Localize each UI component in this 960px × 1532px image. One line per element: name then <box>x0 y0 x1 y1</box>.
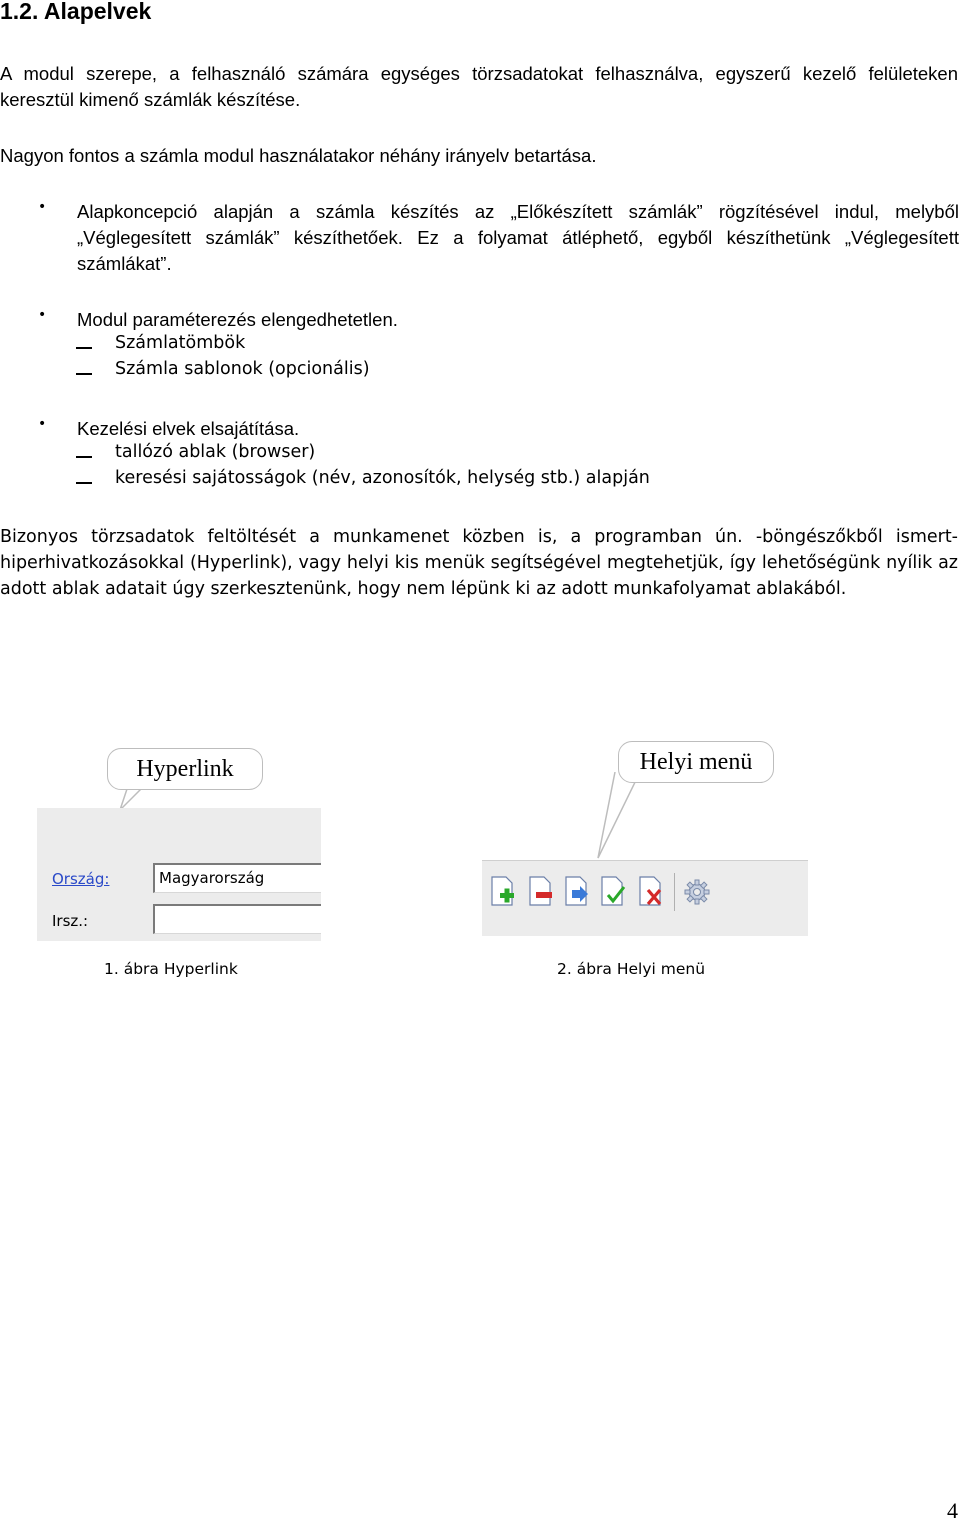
section-heading: 1.2. Alapelvek <box>0 0 152 24</box>
bullet-text: Modul paraméterezés elengedhetetlen. <box>77 309 398 330</box>
dash-marker <box>76 456 92 458</box>
zip-label: Irsz.: <box>52 912 89 930</box>
remove-document-icon[interactable] <box>526 875 556 909</box>
sub-list-item: keresési sajátosságok (név, azonosítók, helység stb.) alapján <box>115 468 650 488</box>
figure1-caption: 1. ábra Hyperlink <box>104 960 238 978</box>
forward-document-icon[interactable] <box>562 875 592 909</box>
intro-paragraph: A modul szerepe, a felhasználó számára egységes törzsadatokat felhasználva, egyszerű kezelő felületeken keresztül kimenő számlák készítése. <box>0 63 958 110</box>
bullet-text: Alapkoncepció alapján a számla készítés az „Előkészített számlák” rögzítésével indul, melyből „Véglegesített számlák” készíthetőek. Ez a folyamat átléphető, egyből készíthetünk „Véglegesített számlákat”. <box>77 201 959 274</box>
gear-icon[interactable] <box>682 875 712 909</box>
bullet-marker: • <box>38 307 47 323</box>
dash-marker <box>76 482 92 484</box>
toolbar-separator <box>674 873 675 911</box>
bullet-item <box>0 307 960 387</box>
dash-marker <box>76 373 92 375</box>
zip-input[interactable] <box>153 904 321 934</box>
sub-list-item: Számla sablonok (opcionális) <box>115 359 370 379</box>
delete-document-icon[interactable] <box>636 875 666 909</box>
callout-pointer <box>590 772 650 862</box>
sub-list-item: tallózó ablak (browser) <box>115 442 316 462</box>
bullet-text: Kezelési elvek elsajátítása. <box>77 418 300 439</box>
new-document-icon[interactable] <box>488 875 518 909</box>
page-number: 4 <box>947 1498 958 1523</box>
bullet-marker: • <box>38 416 47 432</box>
figure2-caption: 2. ábra Helyi menü <box>557 960 706 978</box>
bullet-item <box>0 416 960 496</box>
sub-list-item: Számlatömbök <box>115 333 246 353</box>
approve-document-icon[interactable] <box>598 875 628 909</box>
bullet-item <box>0 199 960 279</box>
country-input[interactable]: Magyarország <box>153 863 321 893</box>
local-menu-callout: Helyi menü <box>618 741 774 783</box>
bullet-marker: • <box>38 199 47 215</box>
note-paragraph: Nagyon fontos a számla modul használatakor néhány irányelv betartása. <box>0 145 597 166</box>
hyperlink-figure <box>37 808 321 941</box>
country-hyperlink[interactable]: Ország: <box>52 870 110 888</box>
dash-marker <box>76 347 92 349</box>
local-menu-toolbar <box>482 860 808 936</box>
closing-paragraph: Bizonyos törzsadatok feltöltését a munkamenet közben is, a programban ún. -böngészőkből ismert-hiperhivatkozásokkal (Hyperlink), vagy helyi kis menük segítségével megtehetjük, így lehetőségünk nyílik az adott ablak adatait úgy szerkesztenünk, hogy nem lépünk ki az adott munkafolyamat ablakából. <box>0 527 958 599</box>
hyperlink-callout: Hyperlink <box>107 748 263 790</box>
